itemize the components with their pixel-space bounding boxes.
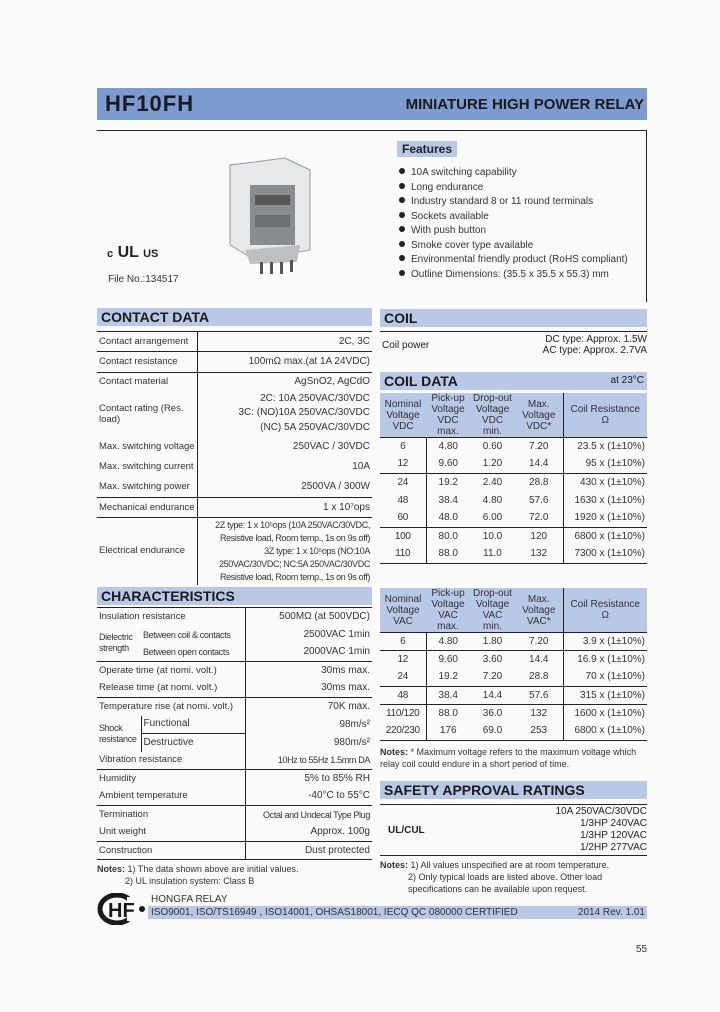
table-cell: 110/120 xyxy=(386,707,420,719)
row-label: Dielectric strength xyxy=(99,632,133,654)
contact-data-heading: CONTACT DATA xyxy=(97,308,372,326)
dc-coil-table xyxy=(380,393,647,564)
table-cell: 72.0 xyxy=(529,512,549,524)
row-value: 250VAC / 30VDC xyxy=(197,437,372,457)
certification-bar xyxy=(148,906,647,919)
table-cell: 1.20 xyxy=(482,458,503,470)
table-cell: 6800 x (1±10%) xyxy=(563,528,647,546)
row-value: 10A xyxy=(197,457,372,478)
coil-data-section xyxy=(380,372,647,564)
row-label: Shock resistance xyxy=(97,716,141,752)
column-header: Drop-out Voltage VAC min. xyxy=(470,588,515,633)
row-value: 500MΩ (at 500VDC) xyxy=(245,608,372,626)
table-cell: 0.60 xyxy=(482,440,503,452)
row-value: AgSnO2, AgCdO xyxy=(197,373,372,391)
table-cell: 315 x (1±10%) xyxy=(563,687,647,705)
table-cell: 12 xyxy=(397,458,409,470)
row-value: 30ms max. xyxy=(245,680,372,698)
row-label: Operate time (at nomi. volt.) xyxy=(99,664,217,676)
title-bar xyxy=(97,88,647,120)
table-cell: 7.20 xyxy=(529,440,549,452)
safety-rating: 1/3HP 120VAC xyxy=(580,830,647,841)
hongfa-logo xyxy=(97,893,147,925)
characteristics-section xyxy=(97,587,372,887)
column-header: Drop-out Voltage VDC min. xyxy=(470,393,515,438)
row-value: 2Z type: 1 x 10⁵ops (10A 250VAC/30VDC, xyxy=(215,519,370,530)
ac-coil-section xyxy=(380,588,647,770)
feature-item: Smoke cover type available xyxy=(399,239,628,254)
table-cell: 14.4 xyxy=(529,458,549,470)
table-cell: 88.0 xyxy=(426,546,470,564)
page-number: 55 xyxy=(636,944,648,955)
table-cell: 57.6 xyxy=(529,494,549,506)
coil-heading: COIL xyxy=(380,309,647,327)
row-value: 5% to 85% RH xyxy=(245,770,372,788)
table-cell: 28.8 xyxy=(529,476,549,488)
table-row xyxy=(380,633,647,651)
table-cell: 80.0 xyxy=(426,528,470,546)
column-header: Coil Resistance Ω xyxy=(563,393,647,438)
table-cell: 24 xyxy=(397,476,409,488)
table-cell: 176 xyxy=(426,723,470,741)
table-row xyxy=(380,669,647,687)
table-cell: 9.60 xyxy=(426,456,470,474)
table-cell: 1600 x (1±10%) xyxy=(563,705,647,723)
table-cell: 36.0 xyxy=(482,707,503,719)
note-item: 2) Only typical loads are listed above. Other load specifications can be available upon request. xyxy=(408,872,603,894)
table-cell: 4.80 xyxy=(482,494,503,506)
row-sublabel: Between open contacts xyxy=(143,647,230,658)
feature-item: Long endurance xyxy=(399,181,628,196)
row-label: Ambient temperature xyxy=(99,790,188,802)
table-cell: 14.4 xyxy=(482,689,503,701)
row-value: 2500VAC 1min xyxy=(245,626,372,644)
table-cell: 110 xyxy=(395,548,411,560)
table-cell: 220/230 xyxy=(385,725,420,737)
table-cell: 19.2 xyxy=(426,474,470,492)
table-cell: 9.60 xyxy=(426,651,470,669)
contact-data-section xyxy=(97,308,372,585)
row-label: Unit weight xyxy=(99,826,146,838)
characteristics-heading: CHARACTERISTICS xyxy=(97,587,372,605)
table-cell: 70 x (1±10%) xyxy=(563,669,647,687)
table-cell: 4.80 xyxy=(426,438,470,456)
revision: 2014 Rev. 1.01 xyxy=(577,907,645,918)
table-cell: 12 xyxy=(397,653,409,665)
row-label: Max. switching current xyxy=(99,461,194,472)
certifications: ISO9001, ISO/TS16949 , ISO14001, OHSAS18001, IECQ QC 080000 CERTIFIED xyxy=(151,907,518,918)
table-cell: 69.0 xyxy=(482,725,503,737)
table-cell: 23.5 x (1±10%) xyxy=(563,438,647,456)
column-header: Max. Voltage VDC* xyxy=(515,393,563,438)
table-cell: 28.8 xyxy=(529,671,549,683)
column-header: Nominal Voltage VAC xyxy=(380,588,426,633)
row-label: Max. switching voltage xyxy=(99,440,195,452)
table-row xyxy=(380,492,647,510)
column-header: Pick-up Voltage VDC max. xyxy=(426,393,470,438)
table-row xyxy=(380,528,647,546)
table-cell: 48 xyxy=(397,494,409,506)
row-value: (NC) 5A 250VAC/30VDC xyxy=(260,421,370,433)
table-row xyxy=(380,510,647,528)
row-sublabel: Functional xyxy=(143,718,190,730)
safety-rating: 10A 250VAC/30VDC xyxy=(555,806,647,817)
row-label: Release time (at nomi. volt.) xyxy=(99,682,218,694)
row-value: 2C: 10A 250VAC/30VDC xyxy=(260,392,370,404)
safety-notes: Notes: 1) All values unspecified are at room temperature. 2) Only typical loads are listed above. Other load specifications can be available upon request. xyxy=(380,859,647,895)
table-cell: 6 xyxy=(400,440,406,452)
table-cell: 3.9 x (1±10%) xyxy=(563,633,647,651)
relay-product-image xyxy=(225,150,315,275)
table-row xyxy=(380,474,647,492)
part-number: HF10FH xyxy=(105,91,195,116)
table-cell: 120 xyxy=(530,530,548,542)
cul-us-logo: c UL US xyxy=(107,244,159,261)
notes-left xyxy=(97,863,372,887)
coil-data-heading: COIL DATA at 23°C xyxy=(380,372,647,390)
table-cell: 95 x (1±10%) xyxy=(563,456,647,474)
row-value: 10Hz to 55Hz 1.5mm DA xyxy=(245,752,372,770)
table-cell: 253 xyxy=(530,725,548,737)
row-label: Mechanical endurance xyxy=(99,501,195,513)
file-number: File No.:134517 xyxy=(108,274,179,285)
table-cell: 1630 x (1±10%) xyxy=(563,492,647,510)
row-value: Approx. 100g xyxy=(245,824,372,842)
table-header xyxy=(380,588,647,633)
table-row xyxy=(380,546,647,564)
ac-coil-table xyxy=(380,588,647,741)
row-label: Electrical endurance xyxy=(99,545,186,557)
table-cell: 100 xyxy=(394,530,411,542)
table-row xyxy=(380,438,647,456)
table-cell: 4.80 xyxy=(426,633,470,651)
row-value: 2C, 3C xyxy=(197,332,372,352)
table-cell: 38.4 xyxy=(426,687,470,705)
row-label: Contact rating (Res. load) xyxy=(99,402,184,425)
row-value: 98m/s² xyxy=(245,716,372,734)
column-header: Coil Resistance Ω xyxy=(563,588,647,633)
row-label: Termination xyxy=(99,808,149,820)
table-cell: 6.00 xyxy=(482,512,503,524)
features-heading: Features xyxy=(397,141,457,157)
row-label: Humidity xyxy=(99,772,136,784)
table-row xyxy=(380,705,647,723)
table-cell: 19.2 xyxy=(426,669,470,687)
row-value: Dust protected xyxy=(245,842,372,860)
contact-data-table xyxy=(97,331,372,585)
table-cell: 3.60 xyxy=(482,653,503,665)
row-sublabel: Between coil & contacts xyxy=(143,629,231,640)
row-value: 250VAC/30VDC; NC:5A 250VAC/30VDC xyxy=(218,558,370,569)
table-cell: 14.4 xyxy=(529,653,549,665)
table-cell: 1.80 xyxy=(482,635,503,647)
row-label: Max. switching power xyxy=(99,481,190,493)
table-cell: 7300 x (1±10%) xyxy=(563,546,647,564)
row-sublabel: Destructive xyxy=(141,734,245,752)
table-cell: 6 xyxy=(400,635,406,647)
row-value: Resistive load, Room temp., 1s on 9s off) xyxy=(219,571,370,582)
feature-item: Outline Dimensions: (35.5 x 35.5 x 55.3) mm xyxy=(399,268,628,283)
column-header: Max. Voltage VAC* xyxy=(515,588,563,633)
table-cell: 430 x (1±10%) xyxy=(563,474,647,492)
table-cell: 10.0 xyxy=(482,530,503,542)
column-header: Nominal Voltage VDC xyxy=(380,393,426,438)
row-label: Contact resistance xyxy=(99,356,178,367)
table-cell: 48 xyxy=(397,689,409,701)
row-value: 3C: (NO)10A 250VAC/30VDC xyxy=(238,407,370,419)
coil-section xyxy=(380,309,647,363)
feature-item: 10A switching capability xyxy=(399,166,628,181)
table-cell: 7.20 xyxy=(529,635,549,647)
subtitle: MINIATURE HIGH POWER RELAY xyxy=(405,96,644,113)
row-label: Vibration resistance xyxy=(99,754,183,766)
table-cell: 48.0 xyxy=(426,510,470,528)
table-cell: 16.9 x (1±10%) xyxy=(563,651,647,669)
table-cell: 24 xyxy=(397,671,409,683)
row-value: -40°C to 55°C xyxy=(245,788,372,806)
coil-note: Notes: * Maximum voltage refers to the maximum voltage which relay coil could endure in a short period of time. xyxy=(380,747,637,769)
safety-section xyxy=(380,781,647,895)
safety-heading: SAFETY APPROVAL RATINGS xyxy=(380,781,647,799)
table-cell: 60 xyxy=(397,512,409,524)
table-header xyxy=(380,393,647,438)
table-cell: 6800 x (1±10%) xyxy=(563,723,647,741)
row-value: Resistive load, Room temp., 1s on 9s off) xyxy=(219,532,370,543)
row-value: 2000VAC 1min xyxy=(245,644,372,662)
table-row xyxy=(380,651,647,669)
feature-item: With push button xyxy=(399,224,628,239)
row-value: 980m/s² xyxy=(245,734,372,752)
column-header: Pick-up Voltage VAC max. xyxy=(426,588,470,633)
coil-data-condition: at 23°C xyxy=(610,375,644,386)
table-cell: 38.4 xyxy=(426,492,470,510)
row-label: Contact material xyxy=(99,375,169,387)
svg-text:HF: HF xyxy=(108,900,135,922)
row-label: Insulation resistance xyxy=(99,610,186,622)
row-value: 100mΩ max.(at 1A 24VDC) xyxy=(197,352,372,373)
row-label: Contact arrangement xyxy=(99,335,189,347)
note-item: 1) All values unspecified are at room temperature. xyxy=(410,860,610,870)
table-row xyxy=(380,456,647,474)
note-item: 2) UL insulation system: Class B xyxy=(125,876,255,886)
feature-item: Environmental friendly product (RoHS compliant) xyxy=(399,253,628,268)
table-cell: 1920 x (1±10%) xyxy=(563,510,647,528)
coil-power-label: Coil power xyxy=(382,340,430,351)
feature-item: Industry standard 8 or 11 round terminals xyxy=(399,195,628,210)
row-value: 1 x 10⁷ops xyxy=(197,498,372,518)
company-name: HONGFA RELAY xyxy=(151,894,228,905)
table-cell: 88.0 xyxy=(426,705,470,723)
table-row xyxy=(380,723,647,741)
feature-item: Sockets available xyxy=(399,210,628,225)
row-value: 70K max. xyxy=(245,698,372,716)
row-value: 3Z type: 1 x 10⁵ops (NO:10A xyxy=(264,545,370,556)
note-item: 1) The data shown above are initial values. xyxy=(127,864,299,874)
notes-label: Notes: xyxy=(97,864,126,874)
table-cell: 57.6 xyxy=(529,689,549,701)
table-cell: 2.40 xyxy=(482,476,503,488)
safety-label: UL/CUL xyxy=(388,825,425,836)
safety-rating: 1/2HP 277VAC xyxy=(580,842,647,853)
table-cell: 7.20 xyxy=(482,671,503,683)
table-row xyxy=(380,687,647,705)
row-label: Construction xyxy=(99,844,153,856)
table-cell: 132 xyxy=(530,548,548,560)
table-cell: 132 xyxy=(530,707,548,719)
table-cell: 11.0 xyxy=(483,548,502,560)
row-value: 30ms max. xyxy=(245,662,372,680)
coil-power-ac: AC type: Approx. 2.7VA xyxy=(542,345,647,356)
characteristics-table xyxy=(97,607,372,860)
row-value: Octal and Undecal Type Plug xyxy=(245,806,372,824)
row-value: 2500VA / 300W xyxy=(197,478,372,498)
row-label: Temperature rise (at nomi. volt.) xyxy=(99,700,234,712)
safety-rating: 1/3HP 240VAC xyxy=(580,818,647,829)
features-list xyxy=(399,166,628,282)
coil-power-dc: DC type: Approx. 1.5W xyxy=(545,334,647,345)
